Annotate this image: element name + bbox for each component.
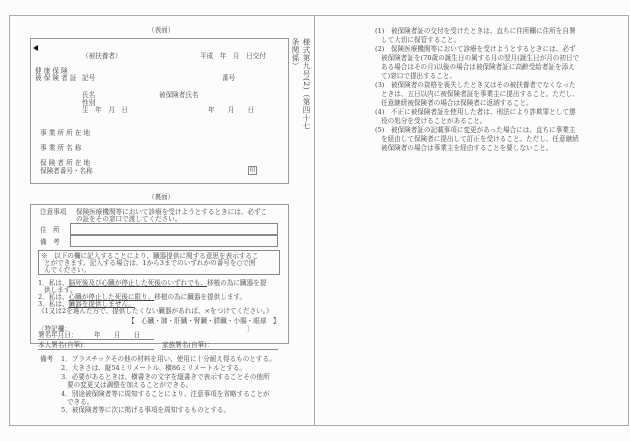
family-signature-line[interactable] bbox=[162, 349, 278, 350]
remark-item: 5．被保険者等に次に掲げる事項を周知するものとする。 bbox=[61, 406, 231, 414]
address-field[interactable] bbox=[70, 223, 278, 235]
instruction-line: 役の処分を受けることがあること。 bbox=[381, 117, 487, 125]
donor-intro-line1: ※ 以下の欄に記入することにより、臓器提供に関する意思を表示するこ bbox=[41, 252, 259, 260]
special-notes-label: 〔特記欄： bbox=[38, 325, 71, 333]
card-title-line1: 健 康 保 険 bbox=[35, 67, 68, 75]
remark-item: 2．大きさは、縦54ミリメートル、横86ミリメートルとする。 bbox=[61, 364, 247, 372]
notice-line1: 保険医療機関等において診療を受けようとするときには、必ずこ bbox=[76, 208, 268, 216]
seal-icon: 印 bbox=[249, 167, 256, 174]
instruction-line: を経由して保険者に提出して訂正を受けること。ただし、任意継続 bbox=[381, 135, 579, 143]
remark-item: 1．プラスチックその他の材料を用い、使用に十分耐え得るものとする。 bbox=[61, 355, 276, 363]
option1-prefix: 1．私は、 bbox=[38, 279, 69, 287]
remarks-heading: 備考 bbox=[40, 355, 54, 363]
remark-item: 要の変更又は調整を加えることができる。 bbox=[67, 381, 193, 389]
insurer-number-label: 保険者番号・名称 bbox=[40, 167, 93, 175]
option2-prefix: 2．私は、 bbox=[38, 293, 69, 301]
page-divider bbox=[314, 15, 315, 426]
front-heading: （表面） bbox=[148, 26, 175, 34]
instruction-line: (1) 被保険者証の交付を受けたときは、直ちに住所欄に住所を自署 bbox=[375, 27, 576, 35]
sign-date-line bbox=[38, 339, 154, 340]
instruction-line: (2) 保険医療機関等において診療を受けようとするときには、必ず bbox=[375, 45, 576, 53]
instruction-line: 被保険者の場合は事業主を経由することを要しないこと。 bbox=[381, 144, 553, 152]
instruction-line: て)窓口で提出すること。 bbox=[381, 72, 457, 80]
option1-line2: 供します。 bbox=[44, 286, 77, 294]
option1-suffix: 移植の為に臓器を提 bbox=[207, 279, 267, 287]
instruction-line: (5) 被保険者証の記載事項に変更があった場合には、直ちに事業主 bbox=[375, 126, 576, 134]
instruction-line: ときは、五日以内に被保険者証を事業主に提出すること。ただし、 bbox=[381, 90, 579, 98]
option1-underlined: 脳死後及び心臓が停止した死後のいずれでも、 bbox=[68, 279, 208, 287]
dependent-label: （被扶養者） bbox=[82, 52, 122, 60]
direction-marker-icon bbox=[33, 45, 38, 51]
number-label: 番号 bbox=[222, 74, 236, 82]
office-name-label: 事 業 所 名 称 bbox=[40, 144, 82, 152]
instruction-line: 被保険者証を(70歳の誕生日の属する月の翌月(誕生日が月の初日で bbox=[381, 54, 580, 62]
instruction-line: (3) 被保険者の資格を喪失したとき又はその被扶養者でなくなった bbox=[375, 81, 576, 89]
instruction-line: ある場合はその月)以後の場合は被保険者証に高齢受給者証を添え bbox=[381, 63, 575, 71]
remarks-field[interactable] bbox=[70, 235, 278, 247]
instruction-line: (4) 不正に被保険者証を使用した者は、刑法により詐欺罪として懲 bbox=[375, 108, 576, 116]
office-address-label: 事 業 所 所 在 地 bbox=[40, 129, 91, 137]
instruction-line: 任意継続被保険者の場合は保険者に返納すること。 bbox=[381, 99, 533, 107]
organ-list[interactable]: 【 心臓・肺・肝臓・腎臓・膵臓・小腸・眼球 】 bbox=[128, 317, 280, 325]
donor-intro-line3: んでください。 bbox=[44, 266, 91, 274]
birth-date: 年 月 日 bbox=[208, 106, 255, 114]
notice-label: 注意事項 bbox=[40, 208, 67, 216]
family-signature-label: 家族署名(自筆)： bbox=[162, 341, 214, 349]
remark-item: 4．別途被保険者等に周知することにより、注意事項を省略することが bbox=[61, 390, 270, 398]
remarks-label: 備 考 bbox=[40, 238, 60, 246]
self-signature-line[interactable] bbox=[38, 349, 154, 350]
gender-label: 性別 bbox=[82, 99, 96, 107]
special-notes-close: 〕 bbox=[247, 325, 254, 333]
instruction-line: して大切に保管すること。 bbox=[381, 36, 461, 44]
remark-item: できる。 bbox=[67, 398, 94, 406]
option3-prefix: 3．私は、 bbox=[38, 300, 69, 308]
address-label: 住 所 bbox=[40, 226, 60, 234]
back-heading: （裏面） bbox=[148, 193, 175, 201]
name-label: 氏名 bbox=[82, 91, 96, 99]
option2-suffix: 移植の為に臓器を提供します。 bbox=[154, 293, 247, 301]
birth-label: 生 年 月 日 bbox=[82, 106, 129, 114]
symbol-label: 記号 bbox=[82, 74, 96, 82]
donor-intro-line2: とができます。記入する場合は、1から3までのいずれかの番号を○で囲 bbox=[44, 259, 256, 267]
form-number: 様式第九号(2)（第四十七条関係） bbox=[291, 38, 311, 131]
option3-underlined: 臓器を提供しません。 bbox=[68, 300, 135, 308]
issue-date: 平成 年 月 日交付 bbox=[200, 52, 266, 60]
remark-item: 3．必要があるときは、横書きの文字を縦書きで表示することその他所 bbox=[61, 373, 270, 381]
option-note: 《1又は2を選んだ方で、提供したくない臓器があれば、×をつけてください。》 bbox=[38, 307, 273, 315]
card-title-line2: 被 保 険 者 証 bbox=[35, 74, 77, 82]
insurer-address-label: 保 険 者 所 在 地 bbox=[40, 159, 91, 167]
self-signature-label: 本人署名(自筆)： bbox=[38, 341, 90, 349]
sign-date-label: 署名年月日： 年 月 日 bbox=[38, 331, 141, 339]
notice-line2: の証をその窓口で渡してください。 bbox=[76, 215, 182, 223]
option2-underlined: 心臓が停止した死後に限り、 bbox=[68, 293, 155, 301]
insured-name-label: 被保険者氏名 bbox=[159, 91, 199, 99]
